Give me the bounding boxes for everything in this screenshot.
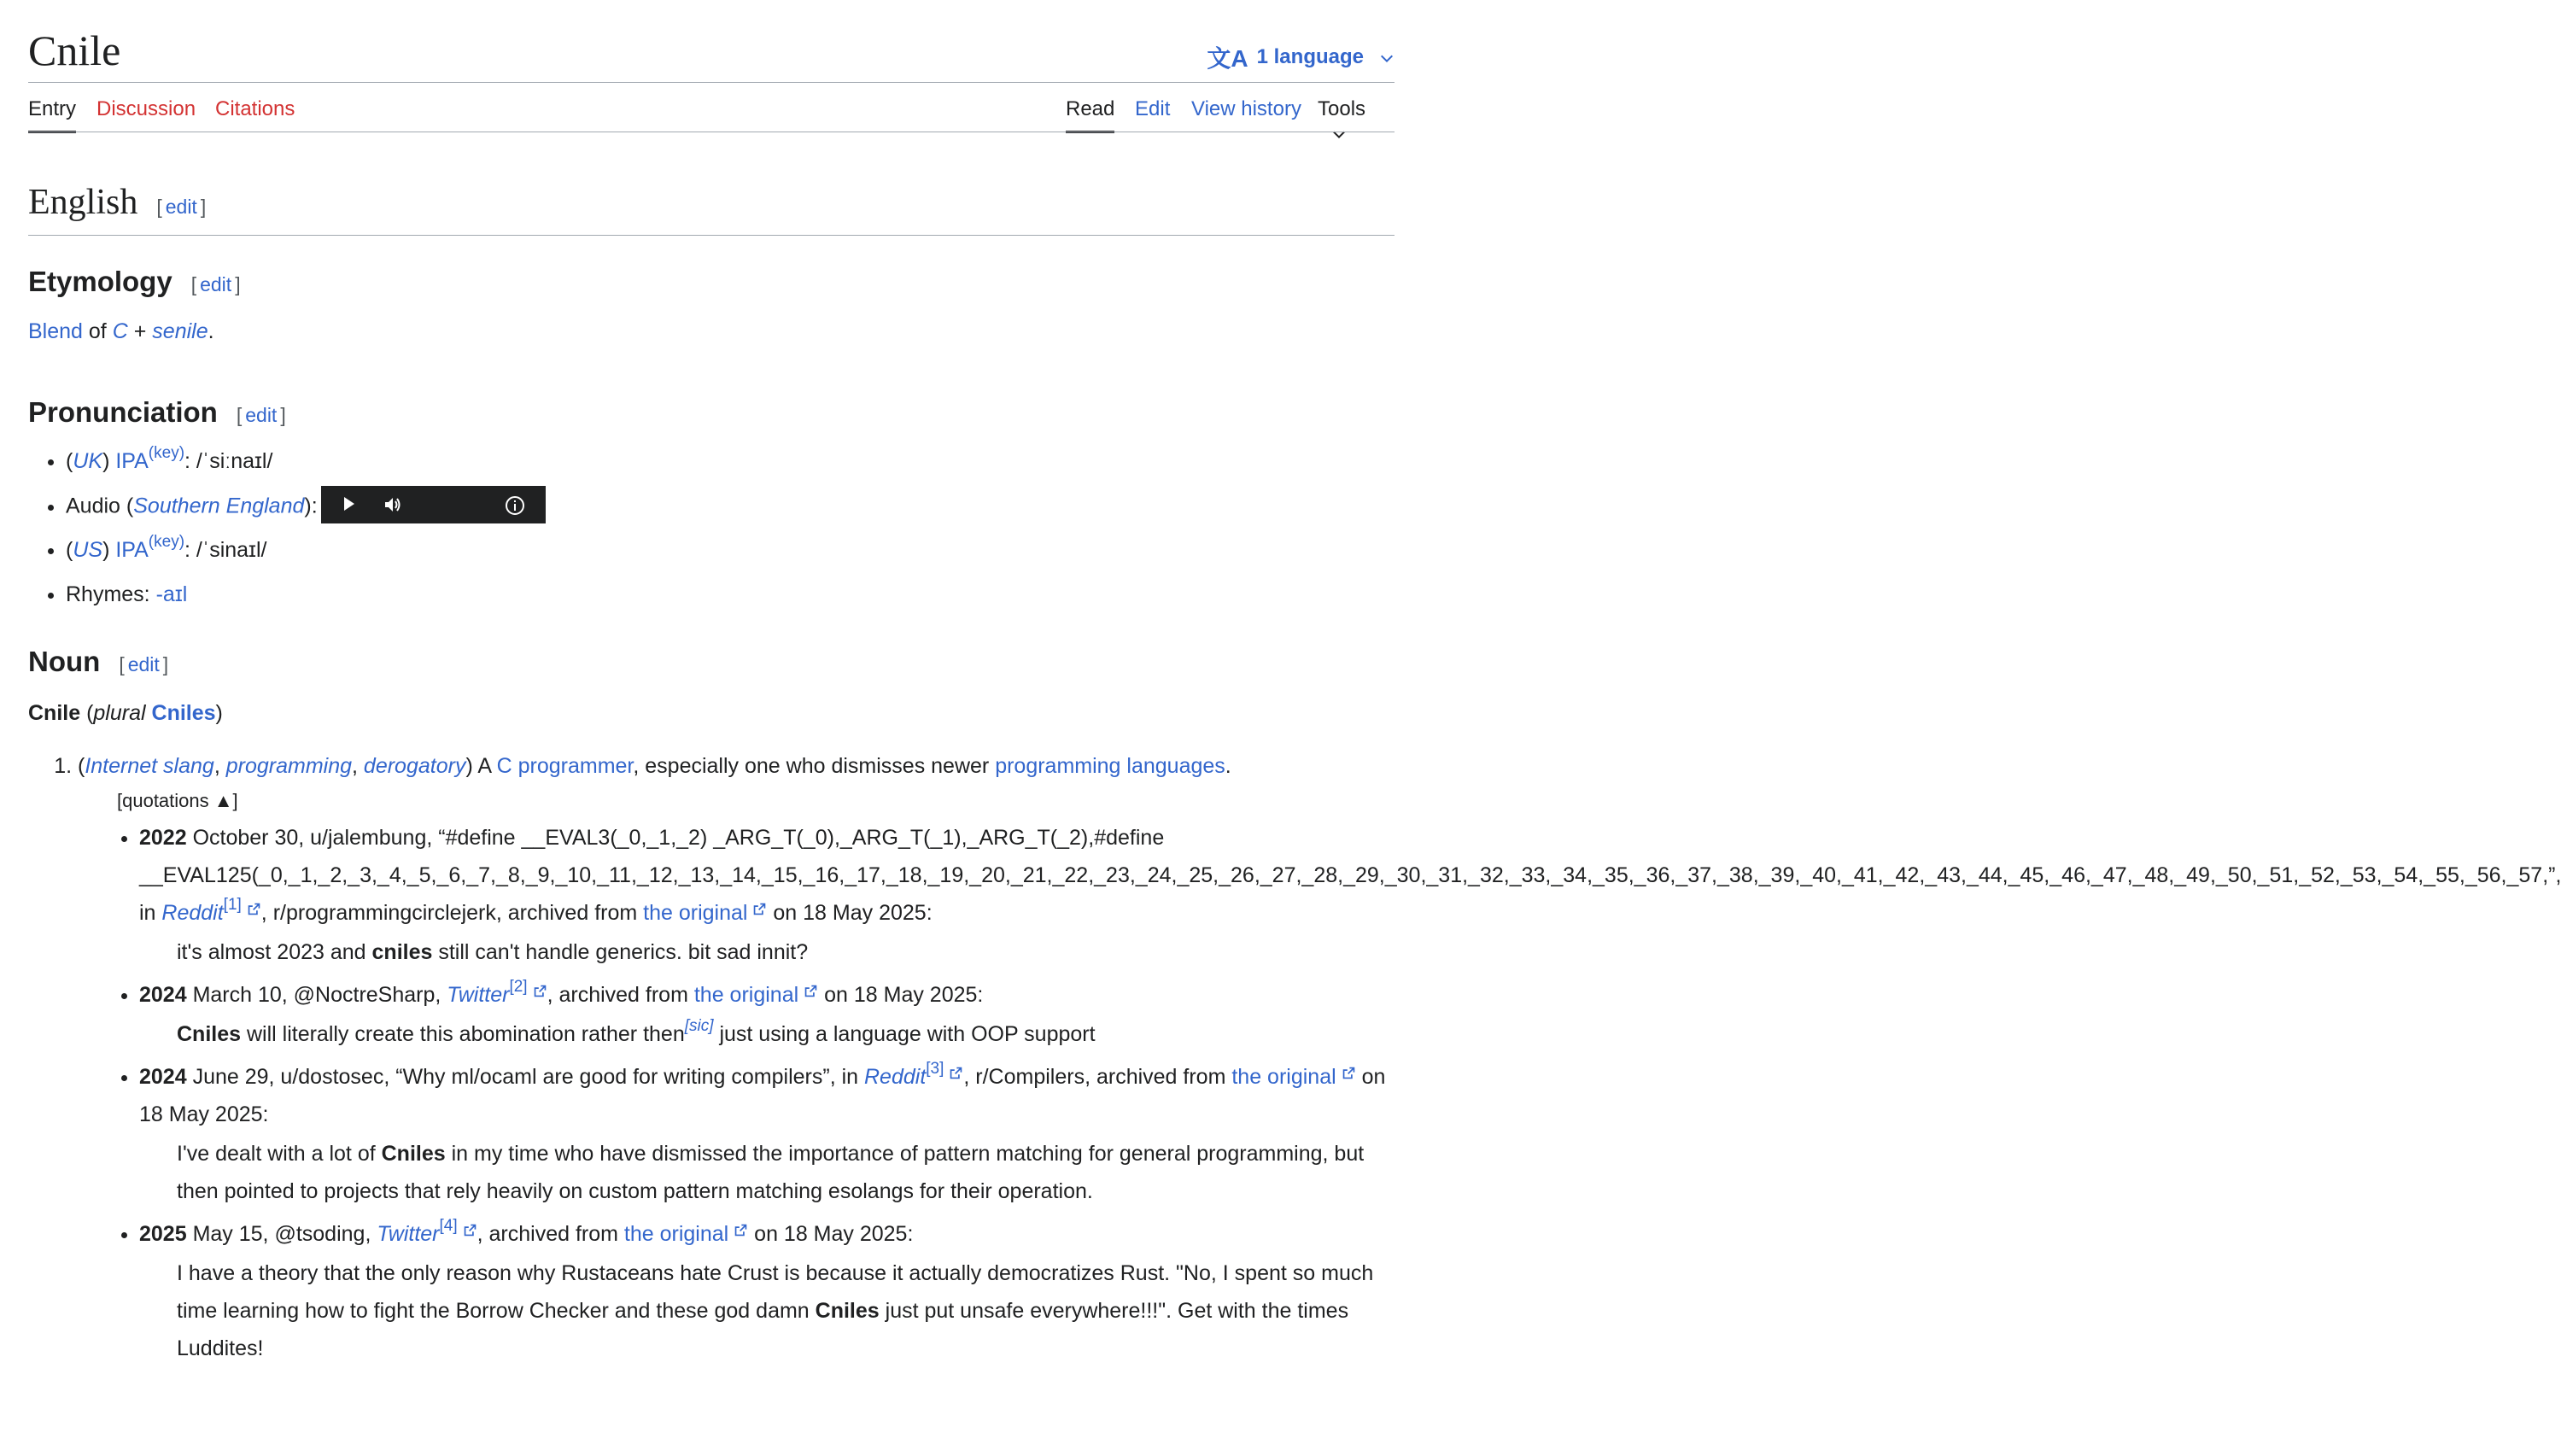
sense-a: A [477, 754, 491, 778]
plural-link-text: Cniles [151, 701, 216, 725]
quote-text-a: I have a theory that the only reason why Rustaceans hate Crust is because it actually democratizes Rust. "No, I spent so much time learning how to fight the Borrow Checker and these god damn [177, 1261, 1374, 1323]
programming-languages-link[interactable]: programming languages [995, 754, 1225, 778]
quote-citation: March 10, @NoctreSharp, [186, 983, 447, 1007]
quote-text [177, 1135, 1410, 1210]
senile-link-text: senile [152, 319, 208, 343]
external-link-icon [804, 984, 818, 998]
quote-text-a: will literally create this abomination rather then [241, 1022, 685, 1046]
etymology-plus: + [133, 319, 147, 343]
reddit-link[interactable] [161, 901, 223, 925]
language-button[interactable] [1207, 40, 1395, 74]
label-internet-slang[interactable] [85, 754, 214, 778]
sic-text: [sic] [684, 1017, 714, 1035]
quote-citation: June 29, u/dostosec, “Why ml/ocaml are good for writing compilers”, in [186, 1065, 864, 1089]
edit-link[interactable]: edit [245, 404, 278, 426]
chevron-down-icon [1331, 121, 1347, 144]
edit-link[interactable]: edit [200, 273, 232, 295]
quote-bold: Cniles [815, 1299, 880, 1323]
heading-text: Pronunciation [28, 396, 218, 428]
southern-england-text: Southern England [133, 494, 305, 518]
external-link-icon [533, 984, 547, 998]
uk-link-text: UK [73, 449, 103, 473]
list-item [66, 577, 546, 622]
definitions-list [28, 749, 2561, 1372]
quotation-item [139, 819, 2561, 971]
quote-mid: , archived from [477, 1222, 624, 1246]
sense-end: . [1225, 754, 1231, 778]
edit-section-link: [ edit ] [119, 653, 169, 675]
heading-text: Noun [28, 646, 101, 677]
label-text: programming [225, 754, 353, 778]
label-text: derogatory [363, 754, 466, 778]
source-text: Twitter [447, 983, 510, 1007]
section-heading-noun [28, 646, 168, 678]
quote-post: on 18 May 2025: [818, 983, 984, 1007]
plural-label: plural [93, 701, 146, 725]
source-text: Reddit [864, 1065, 927, 1089]
ipa-key-link[interactable]: (key) [148, 533, 185, 551]
quote-year: 2025 [139, 1222, 187, 1246]
southern-england-link[interactable] [133, 494, 304, 518]
twitter-link[interactable] [447, 983, 509, 1007]
quotation-item [139, 1058, 1410, 1210]
source-text: Reddit [161, 901, 224, 925]
tab-read[interactable]: Read [1066, 97, 1114, 133]
list-item: • (UK) $IPA^{(key)}$: /ˈsiːnaɪl/ [66, 444, 546, 488]
quote-text-b: just put unsafe everywhere!!!". Get with the times Luddites! [177, 1299, 1349, 1360]
audio-label: Audio [66, 494, 120, 518]
etymology-period: . [208, 319, 214, 343]
ipa-key-link[interactable]: (key) [148, 444, 185, 462]
ipa-link[interactable]: IPA [115, 449, 149, 473]
language-button-label: 1 language [1256, 45, 1364, 68]
quote-text-a: I've dealt with a lot of [177, 1142, 382, 1166]
quote-bold: cniles [371, 940, 433, 964]
external-link-icon [734, 1223, 748, 1237]
edit-link[interactable]: edit [165, 196, 197, 218]
blend-link[interactable]: Blend [28, 319, 83, 343]
external-link-icon [752, 902, 767, 916]
c-link-text: C [112, 319, 128, 343]
rhymes-link[interactable]: -aɪl [155, 582, 188, 606]
original-link[interactable]: the original [623, 1222, 729, 1246]
list-item: • (US) $IPA^{(key)}$: /ˈsinaɪl/ [66, 533, 546, 577]
info-icon[interactable] [505, 495, 525, 516]
tab-discussion[interactable]: Discussion [96, 97, 196, 120]
page-title: Cnile [28, 26, 121, 74]
sense-mid: , especially one who dismisses newer [633, 754, 990, 778]
quote-year: 2022 [139, 826, 187, 850]
tab-citations[interactable]: Citations [215, 97, 295, 120]
tab-view-history[interactable]: View history [1191, 97, 1301, 120]
external-link-icon [1342, 1066, 1356, 1080]
external-link-icon [949, 1066, 963, 1080]
ipa-link[interactable]: IPA [115, 538, 149, 562]
audio-player [321, 486, 546, 523]
edit-section-link: [ edit ] [236, 404, 286, 426]
headword-line: Cnile (plural Cniles) [28, 701, 223, 725]
plural-link[interactable] [152, 701, 216, 725]
twitter-link[interactable] [377, 1222, 439, 1246]
tab-tools[interactable] [1318, 97, 1395, 133]
etymology-of: of [88, 319, 107, 343]
quotation-item [139, 976, 1410, 1053]
section-divider [28, 235, 1395, 236]
quote-text-a: it's almost 2023 and [177, 940, 372, 964]
us-ipa-value: : /ˈsinaɪl/ [184, 538, 267, 562]
us-link[interactable] [73, 538, 102, 562]
quote-year: 2024 [139, 983, 187, 1007]
rhymes-label: Rhymes: [66, 582, 150, 606]
original-link[interactable]: the original [693, 983, 799, 1007]
us-link-text: US [73, 538, 103, 562]
label-derogatory[interactable] [364, 754, 466, 778]
reddit-link[interactable] [864, 1065, 926, 1089]
quote-text [177, 933, 1410, 971]
definition-item: 1. (Internet slang, programming, derogatory) A C programmer, especially one who dismisses newer programming languages. [quotations ▲] • 2022 October 30, u/jalembung, “#define __EVAL3(_0,_1,_2) _ARG_T(_0),_ARG_T(_1),_ARG_T(_2),#define __EVAL125(_0,_1,_2,_3,_4,_5,_6,_7,_8,_9,_10,_11,_12,_13,_14,_15,_16,_17,_18,_19,_20,_21,_22,_23,_24,_25,_26,_27,_28,_29,_30,_31,_32,_33,_34,_35,_36,_37,_38,_39,_40,_41,_42,_43,_44,_45,_46,_47,_48,_49,_50,_51,_52,_53,_54,_55,_56,_57,”, in Reddit[1] , r/programmingcirclejerk, archived from the original on 18 May 2025: it's almost 2023 and cniles still can't handle generics. bit sad innit? • 2024 March 10, @NoctreSharp, Twitter[2] , archived from the original on 18 May 2025: Cniles will literally create this abomination rather then[sic] just using a language with OOP support • 2024 June 29, u/dostosec, “Why ml/ocaml are good for writing compilers”, in Reddit[3] , r/Compilers, archived from the original on 18 May 2025: I've dealt with a lot of Cniles in my time who have dismissed the importance of pattern matching for general programming, but then pointed to projects that rely heavily on custom pattern matching esolangs for their operation. • 2025 May 15, @tsoding, Twitter[4] , archived from the original on 18 May 2025: I have a theory that the only reason why Rustaceans hate Crust is because it actually democratizes Rust. "No, I spent so much time learning how to fight the Borrow Checker and these god damn Cniles just put unsafe everywhere!!!". Get with the times Luddites! [78, 749, 1410, 1367]
quote-year: 2024 [139, 1065, 187, 1089]
etymology-text [28, 319, 214, 344]
pronunciation-list [28, 444, 546, 622]
uk-link[interactable] [73, 449, 102, 473]
chevron-down-icon [1379, 45, 1395, 69]
quotation-item [139, 1215, 1410, 1367]
source-text: Twitter [377, 1222, 440, 1246]
quote-mid: , r/Compilers, archived from [963, 1065, 1232, 1089]
ref-link[interactable]: [4] [439, 1217, 458, 1235]
header-divider [28, 82, 1395, 83]
section-heading-etymology [28, 266, 241, 298]
quote-bold: Cniles [381, 1142, 446, 1166]
c-programmer-link[interactable]: C programmer [496, 754, 634, 778]
heading-text: Etymology [28, 266, 172, 297]
tab-tools-label: Tools [1318, 97, 1366, 120]
quote-mid: , archived from [547, 983, 694, 1007]
section-heading-english [28, 182, 206, 223]
edit-link[interactable]: edit [127, 653, 160, 675]
external-link-icon [463, 1223, 477, 1237]
label-programming[interactable] [226, 754, 352, 778]
label-text: Internet slang [85, 754, 214, 778]
quote-citation: October 30, u/jalembung, “#define __EVAL3(_0,_1,_2) _ARG_T(_0),_ARG_T(_1),_ARG_T(_2),#define __EVAL125(_0,_1,_2,_3,_4,_5,_6,_7,_8,_9,_10,_11,_12,_13,_14,_15,_16,_17,_18,_19,_20,_21,_22,_23,_24,_25,_26,_27,_28,_29,_30,_31,_32,_33,_34,_35,_36,_37,_38,_39,_40,_41,_42,_43,_44,_45,_46,_47,_48,_49,_50,_51,_52,_53,_54,_55,_56,_57,”, in [139, 826, 2561, 925]
quote-text-b: just using a language with OOP support [713, 1022, 1096, 1046]
quote-text-b: still can't handle generics. bit sad innit? [432, 940, 809, 964]
headword: Cnile [28, 701, 81, 725]
play-icon[interactable] [340, 495, 357, 512]
quote-text-b: in my time who have dismissed the importance of pattern matching for general programming, but then pointed to projects that rely heavily on custom pattern matching esolangs for their operation. [177, 1142, 1365, 1203]
heading-text: English [28, 183, 138, 222]
quote-post: on 18 May 2025: [767, 901, 933, 925]
senile-link[interactable] [152, 319, 208, 343]
external-link-icon [247, 902, 261, 916]
quote-text [177, 1015, 1410, 1053]
uk-ipa-value: : /ˈsiːnaɪl/ [184, 449, 273, 473]
quote-citation: May 15, @tsoding, [186, 1222, 377, 1246]
ref-link[interactable]: [2] [509, 978, 528, 996]
original-link[interactable]: the original [643, 901, 748, 925]
quote-mid: , r/programmingcirclejerk, archived from [260, 901, 644, 925]
edit-section-link: [ edit ] [190, 273, 241, 295]
edit-section-link: [ edit ] [156, 196, 207, 218]
ref-link[interactable]: [1] [223, 896, 242, 914]
quote-text [177, 1254, 1410, 1367]
section-heading-pronunciation [28, 396, 286, 429]
tabs-bar [28, 97, 1395, 133]
volume-icon[interactable] [383, 495, 402, 514]
original-link[interactable]: the original [1231, 1065, 1336, 1089]
list-item: • Audio (Southern England): [66, 488, 546, 533]
ref-link[interactable]: [3] [926, 1060, 944, 1078]
c-link[interactable] [113, 319, 128, 343]
quote-post: on 18 May 2025: [139, 1065, 1386, 1126]
quote-bold: Cniles [177, 1022, 242, 1046]
translate-icon: 文A [1207, 45, 1248, 72]
quote-post: on 18 May 2025: [748, 1222, 914, 1246]
sic-link[interactable] [685, 1017, 714, 1035]
tab-edit[interactable]: Edit [1135, 97, 1171, 120]
tab-entry[interactable]: Entry [28, 97, 76, 133]
quotations-toggle[interactable]: [quotations ▲] [117, 790, 238, 811]
